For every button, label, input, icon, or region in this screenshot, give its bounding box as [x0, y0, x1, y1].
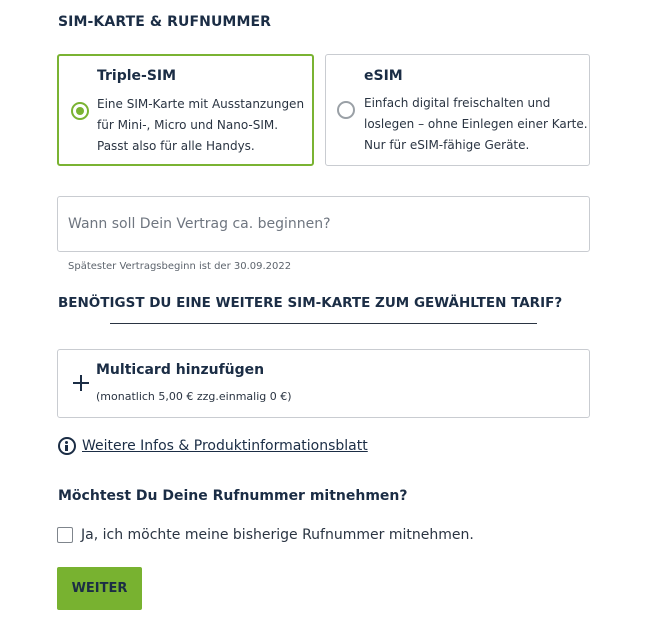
porting-option[interactable]: [57, 527, 474, 543]
section-title: SIM-KARTE & RUFNUMMER: [58, 14, 272, 30]
contract-start-field[interactable]: [57, 196, 590, 252]
contract-start-input[interactable]: [58, 197, 589, 251]
multicard-title: Multicard hinzufügen: [96, 362, 265, 378]
continue-button[interactable]: WEITER: [57, 567, 142, 610]
porting-question: Möchtest Du Deine Rufnummer mitnehmen?: [58, 488, 408, 504]
radio-unselected-icon[interactable]: [337, 101, 355, 119]
description-line: Passt also für alle Handys.: [97, 139, 255, 153]
description-line: Eine SIM-Karte mit Ausstanzungen: [97, 97, 305, 111]
porting-checkbox-label[interactable]: Ja, ich möchte meine bisherige Rufnummer mitnehmen.: [81, 527, 474, 543]
multicard-question: BENÖTIGST DU EINE WEITERE SIM-KARTE ZUM GEWÄHLTEN TARIF?: [58, 295, 563, 311]
description-line: Einfach digital freischalten und: [364, 96, 551, 110]
product-info-link-text[interactable]: Weitere Infos & Produktinformationsblatt: [82, 438, 368, 454]
contract-start-hint: Spätester Vertragsbeginn ist der 30.09.2022: [68, 261, 292, 272]
sim-option-esim[interactable]: [325, 54, 590, 166]
sim-option-description: [97, 94, 304, 157]
product-info-link[interactable]: [58, 435, 368, 457]
description-line: für Mini-, Micro und Nano-SIM.: [97, 118, 279, 132]
multicard-price: (monatlich 5,00 € zzg.einmalig 0 €): [96, 390, 292, 403]
info-icon[interactable]: [58, 437, 76, 455]
description-line: loslegen – ohne Einlegen einer Karte.: [364, 117, 588, 131]
description-line: Nur für eSIM-fähige Geräte.: [364, 138, 530, 152]
multicard-add-option[interactable]: [57, 349, 590, 418]
sim-option-title: eSIM: [364, 68, 403, 84]
sim-option-description: [364, 93, 588, 156]
sim-option-triple-sim[interactable]: [57, 54, 314, 166]
porting-checkbox[interactable]: [57, 527, 73, 543]
sim-option-title: Triple-SIM: [97, 68, 177, 84]
radio-selected-icon[interactable]: [71, 102, 89, 120]
divider: [110, 323, 537, 324]
plus-icon[interactable]: [71, 373, 91, 393]
